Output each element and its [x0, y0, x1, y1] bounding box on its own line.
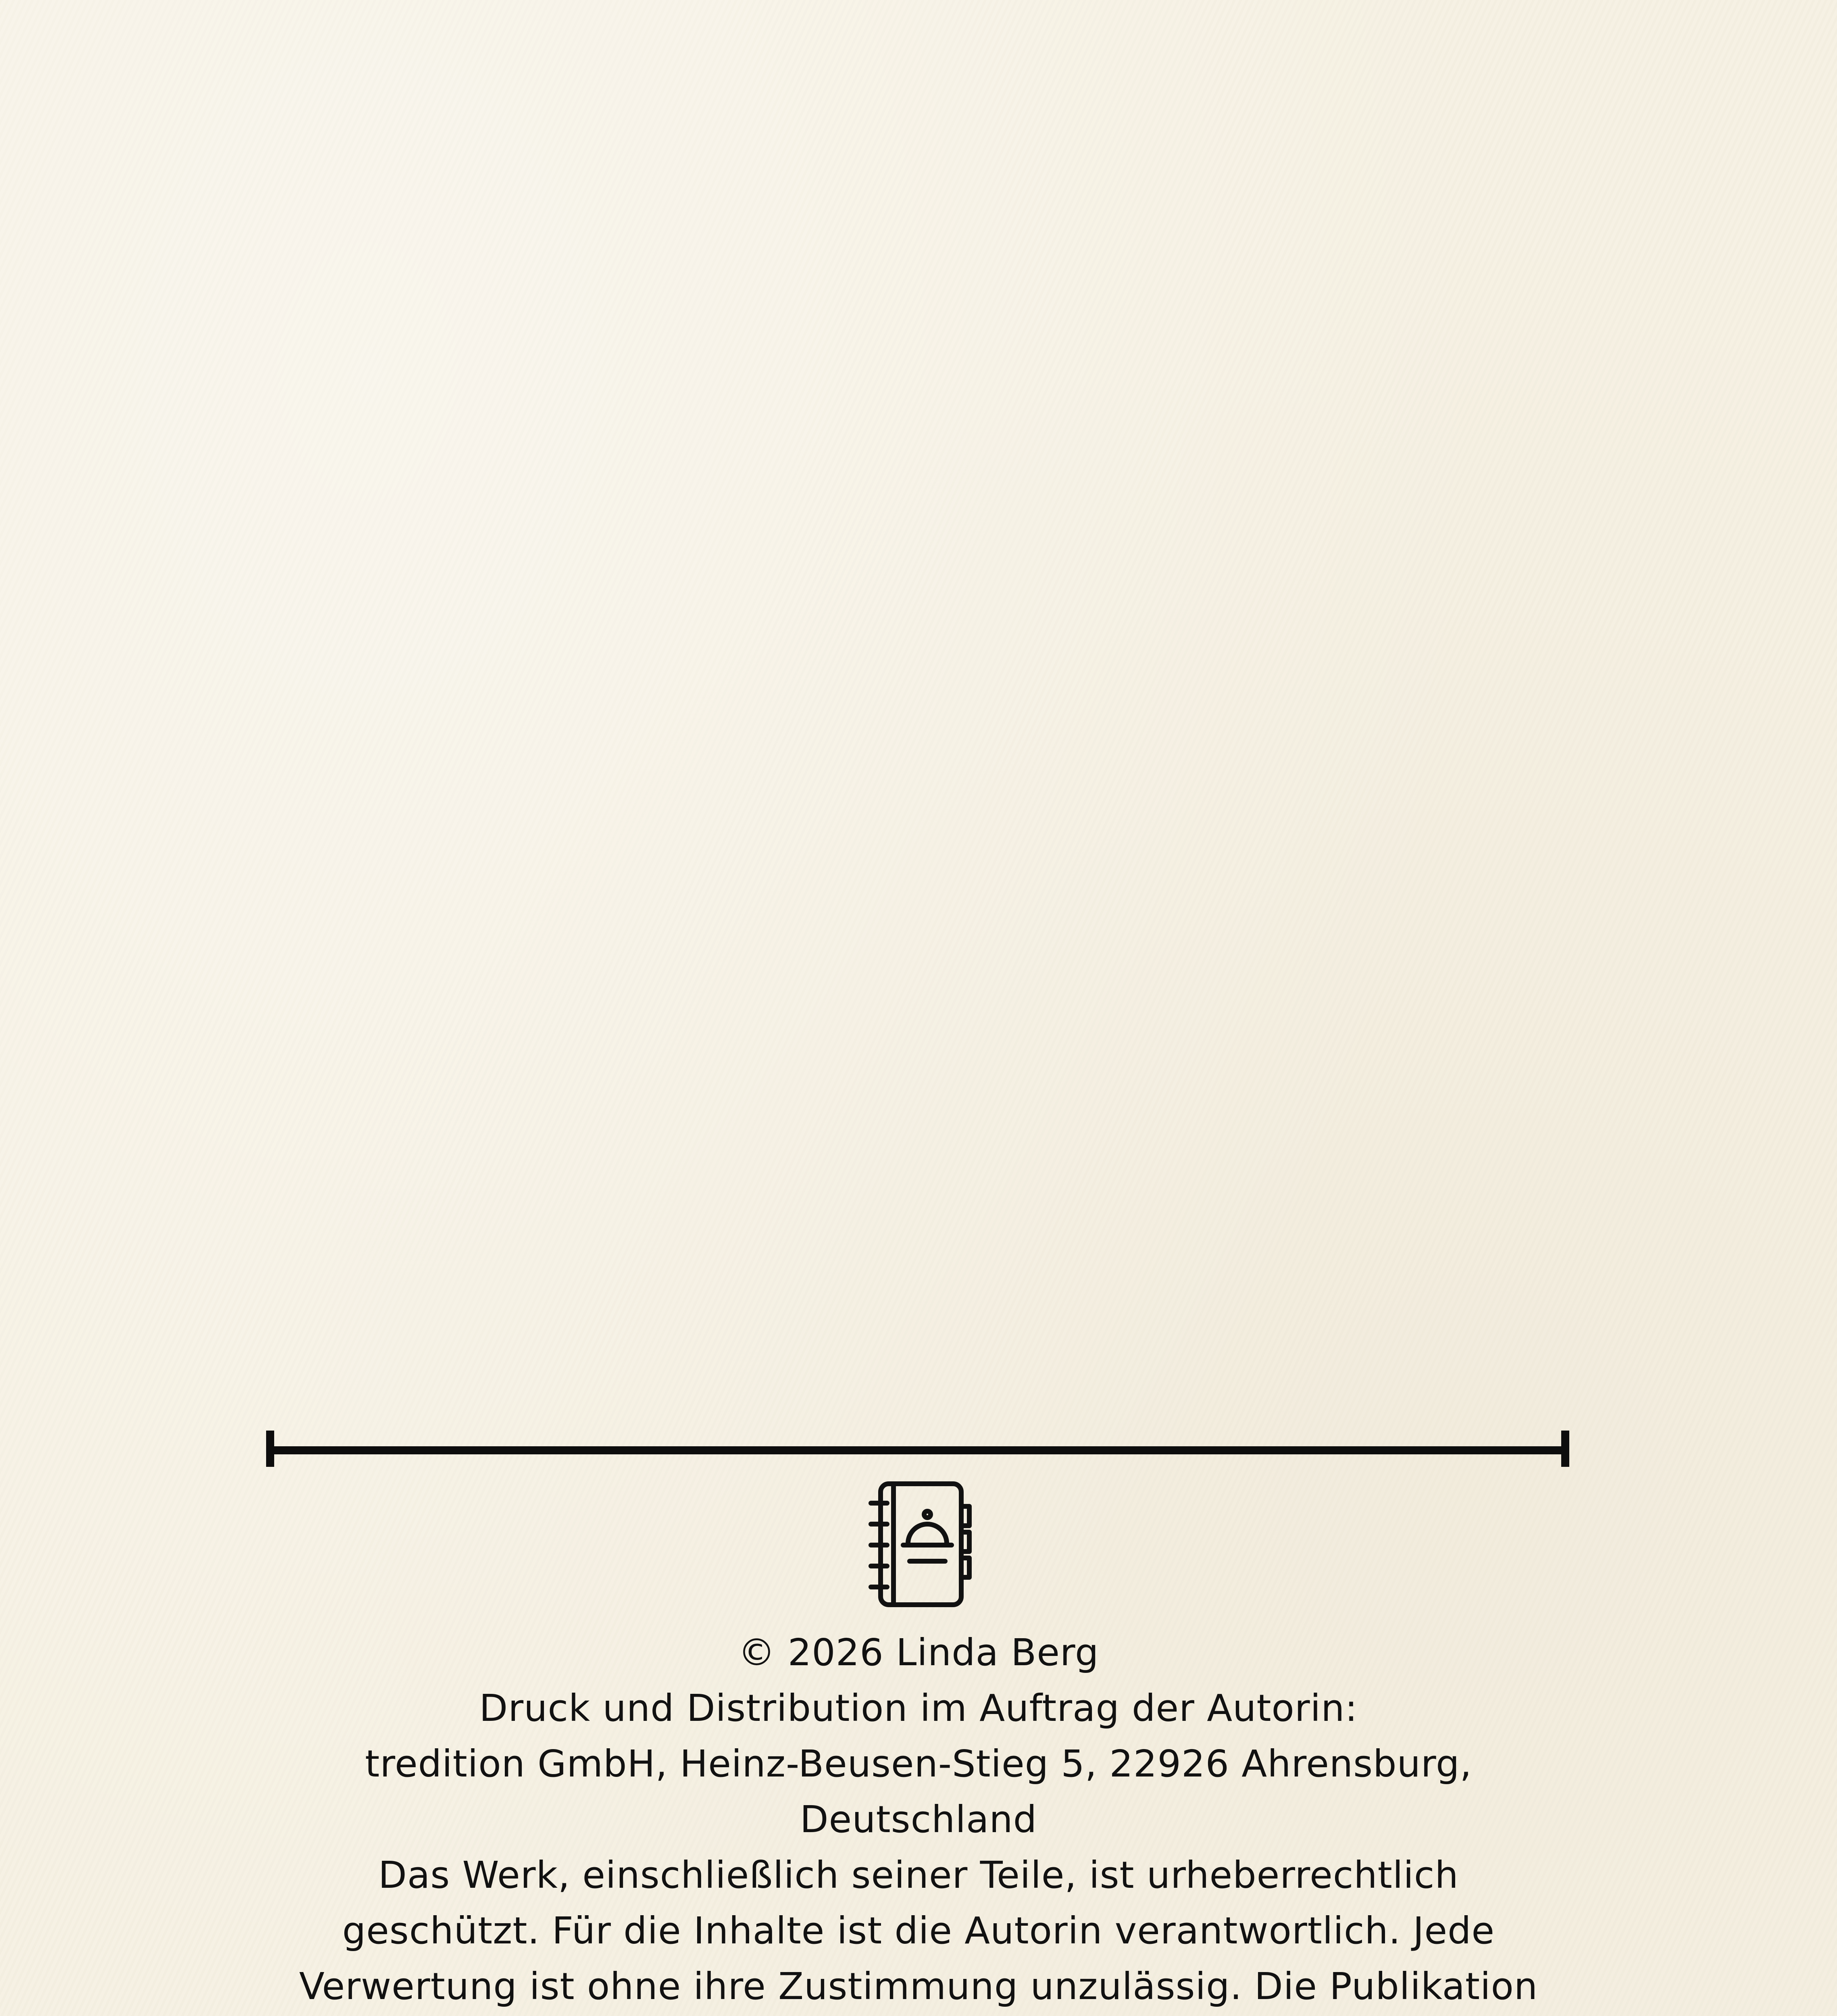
publisher-address: tredition GmbH, Heinz-Beusen-Stieg 5, 22926 Ahrensburg, Deutschland: [365, 1742, 1472, 1841]
recipe-notebook-icon: [866, 1479, 979, 1612]
legal-notice: Das Werk, einschließlich seiner Teile, ist urheberrechtlich geschützt. Für die Inhalte ist die Autorin verantwortlich. Jede Verwertung ist ohne ihre Zustimmung unzulässig. Die Publikation: [299, 1854, 1538, 2008]
imprint-text: [298, 1625, 1539, 2016]
print-distribution-line: Druck und Distribution im Auftrag der Autorin:: [479, 1687, 1358, 1730]
top-divider-rule: [266, 1431, 1569, 1467]
copyright-line: © 2026 Linda Berg: [738, 1631, 1099, 1674]
